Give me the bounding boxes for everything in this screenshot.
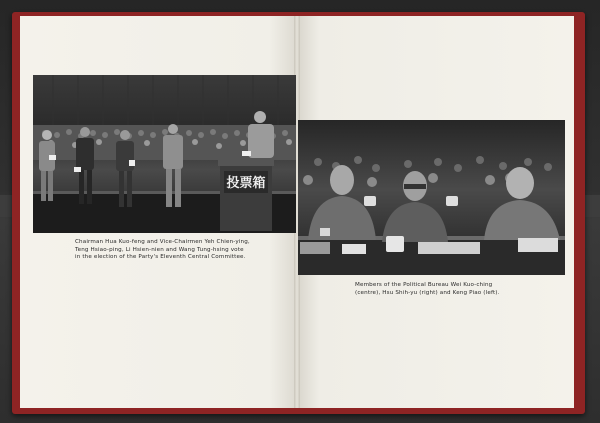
- right-caption: [355, 282, 500, 297]
- left-caption-line: Teng Hsiao-ping, Li Hsien-nien and Wang Tung-hsing vote: [75, 246, 244, 253]
- voting-photo-image: [33, 75, 296, 233]
- left-caption: [75, 239, 250, 262]
- ballot-box: [218, 160, 274, 231]
- political-bureau-photo-image: [298, 120, 565, 275]
- left-caption-line: Chairman Hua Kuo-feng and Vice-Chairmen Yeh Chien-ying,: [75, 239, 250, 245]
- left-caption-line: in the election of the Party's Eleventh Central Committee.: [75, 254, 246, 261]
- right-caption-line: (centre), Hsu Shih-yu (right) and Keng Piao (left).: [355, 289, 500, 296]
- right-caption-line: Members of the Political Bureau Wei Kuo-ching: [355, 282, 493, 288]
- voting-photo: [33, 75, 296, 233]
- political-bureau-photo: [298, 120, 565, 275]
- ballot-box-label: 投票箱: [226, 176, 266, 191]
